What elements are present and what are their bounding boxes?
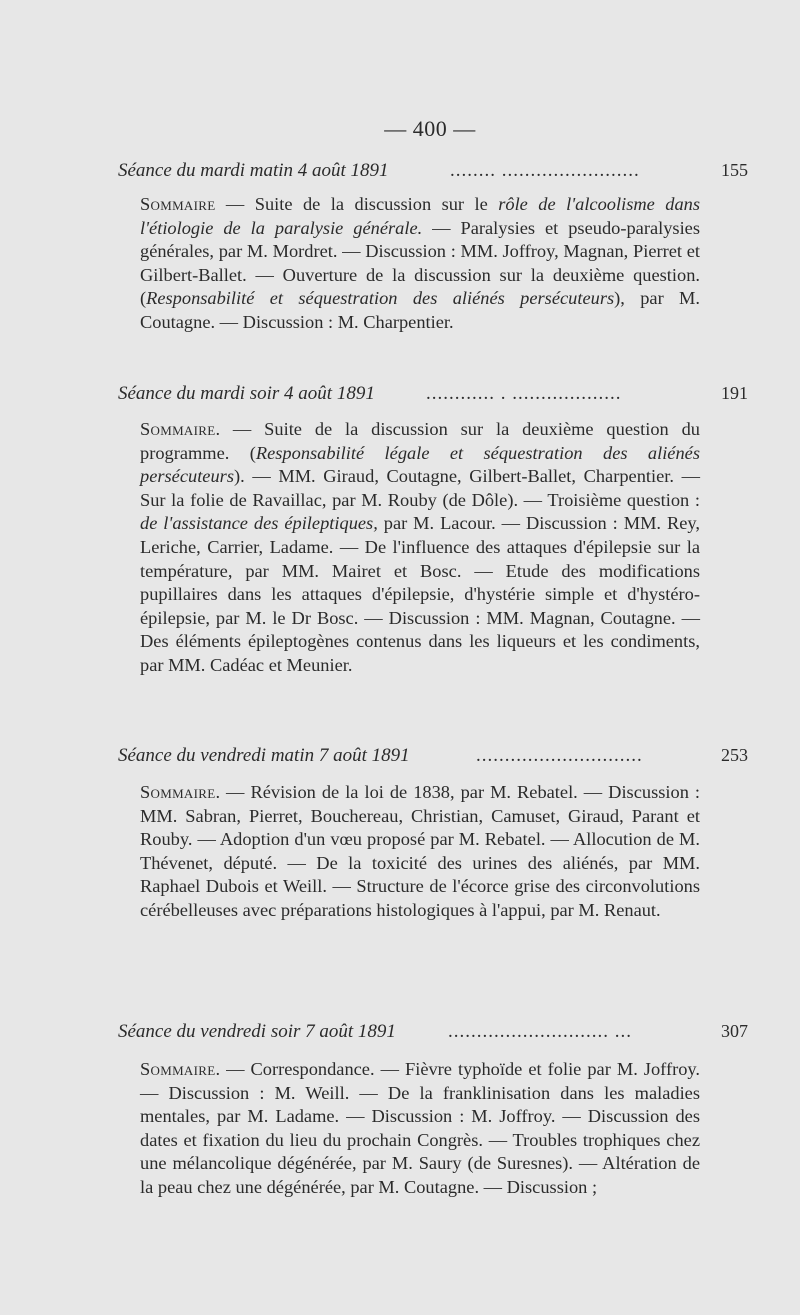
summary-label: Sommaire	[140, 1059, 216, 1079]
page-number: — 400 —	[384, 116, 476, 141]
summary-topic: Responsabilité légale et séquestration des aliénés persécuteurs	[140, 442, 700, 487]
summary-topic: de l'assistance des épileptiques,	[140, 513, 378, 534]
page-reference: 253	[721, 745, 748, 765]
summary-text: — Suite de la discussion sur le	[215, 194, 499, 214]
summary-topic: Responsabilité et séquestration des aliénés persécuteurs	[146, 288, 615, 309]
session-title: Séance du mardi matin 4 août 1891	[118, 160, 389, 181]
session-heading	[118, 383, 748, 409]
session-heading	[118, 745, 748, 771]
session-summary	[140, 1058, 700, 1200]
session-heading	[118, 1021, 748, 1047]
session-title: Séance du vendredi matin 7 août 1891	[118, 745, 410, 766]
summary-label: Sommaire	[140, 782, 216, 802]
session-summary	[140, 193, 700, 335]
dot-leader: ........ ........................	[450, 160, 640, 181]
summary-text: . — Correspondance. — Fièvre typhoïde et folie par M. Joffroy. — Discussion : M. Weill. — De la franklinisation dans les maladies mentales, par M. Ladame. — Discussion : M. Joffroy. — Discussion des dates et fixation du lieu du prochain Congrès. — Troubles trophiques chez une mélancolique dégénérée, par M. Saury (de Suresnes). — Altération de la peau chez une dégénérée, par M. Coutagne. — Discussion ;	[140, 1059, 700, 1197]
dot-leader: ............................ ...	[448, 1021, 632, 1042]
session-summary	[140, 418, 700, 678]
page-reference: 191	[721, 383, 748, 403]
page-reference: 155	[721, 160, 748, 180]
session-title: Séance du mardi soir 4 août 1891	[118, 383, 375, 404]
page-reference: 307	[721, 1021, 748, 1041]
summary-text: — Paralysies et pseudo-paralysies générales, par M. Mordret. — Discussion : MM. Joffroy, Magnan, Pierret et Gilbert-Ballet. — Ouverture de la discussion sur la deuxième question. (	[140, 217, 700, 309]
summary-text: . — Révision de la loi de 1838, par M. Rebatel. — Discussion : MM. Sabran, Pierret, Bouchereau, Christian, Camuset, Giraud, Parant et Rouby. — Adoption d'un vœu proposé par M. Rebatel. — Allocution de M. Thévenet, député. — De la toxicité des urines des aliénés, par MM. Raphael Dubois et Weill. — Structure de l'écorce grise des circonvolutions cérébelleuses avec préparations histologiques à l'appui, par M. Renaut.	[140, 782, 700, 920]
summary-text: par M. Lacour. — Discussion : MM. Rey, Leriche, Carrier, Ladame. — De l'influence des attaques d'épilepsie sur la température, par MM. Mairet et Bosc. — Etude des modifications pupillaires dans les attaques d'épilepsie, d'hystérie simple et d'hystéro-épilepsie, par M. le Dr Bosc. — Discussion : MM. Magnan, Coutagne. — Des éléments épileptogènes contenus dans les liqueurs et les condiments, par MM. Cadéac et Meunier.	[140, 513, 700, 675]
summary-topic: rôle de l'alcoolisme dans l'étiologie de la paralysie générale.	[140, 194, 700, 238]
summary-text: ), par M. Coutagne. — Discussion : M. Charpentier.	[140, 288, 700, 332]
dot-leader: .............................	[476, 745, 643, 766]
session-summary	[140, 781, 700, 923]
session-heading	[118, 160, 748, 186]
summary-label: Sommaire	[140, 419, 216, 439]
summary-text: ). — MM. Giraud, Coutagne, Gilbert-Ballet, Charpentier. — Sur la folie de Ravaillac, par M. Rouby (de Dôle). — Troisième question :	[140, 466, 700, 510]
session-title: Séance du vendredi soir 7 août 1891	[118, 1021, 396, 1042]
dot-leader: ............ . ...................	[426, 383, 622, 404]
summary-label: Sommaire	[140, 194, 216, 214]
summary-text: . — Suite de la discussion sur la deuxième question du programme. (	[140, 419, 700, 463]
